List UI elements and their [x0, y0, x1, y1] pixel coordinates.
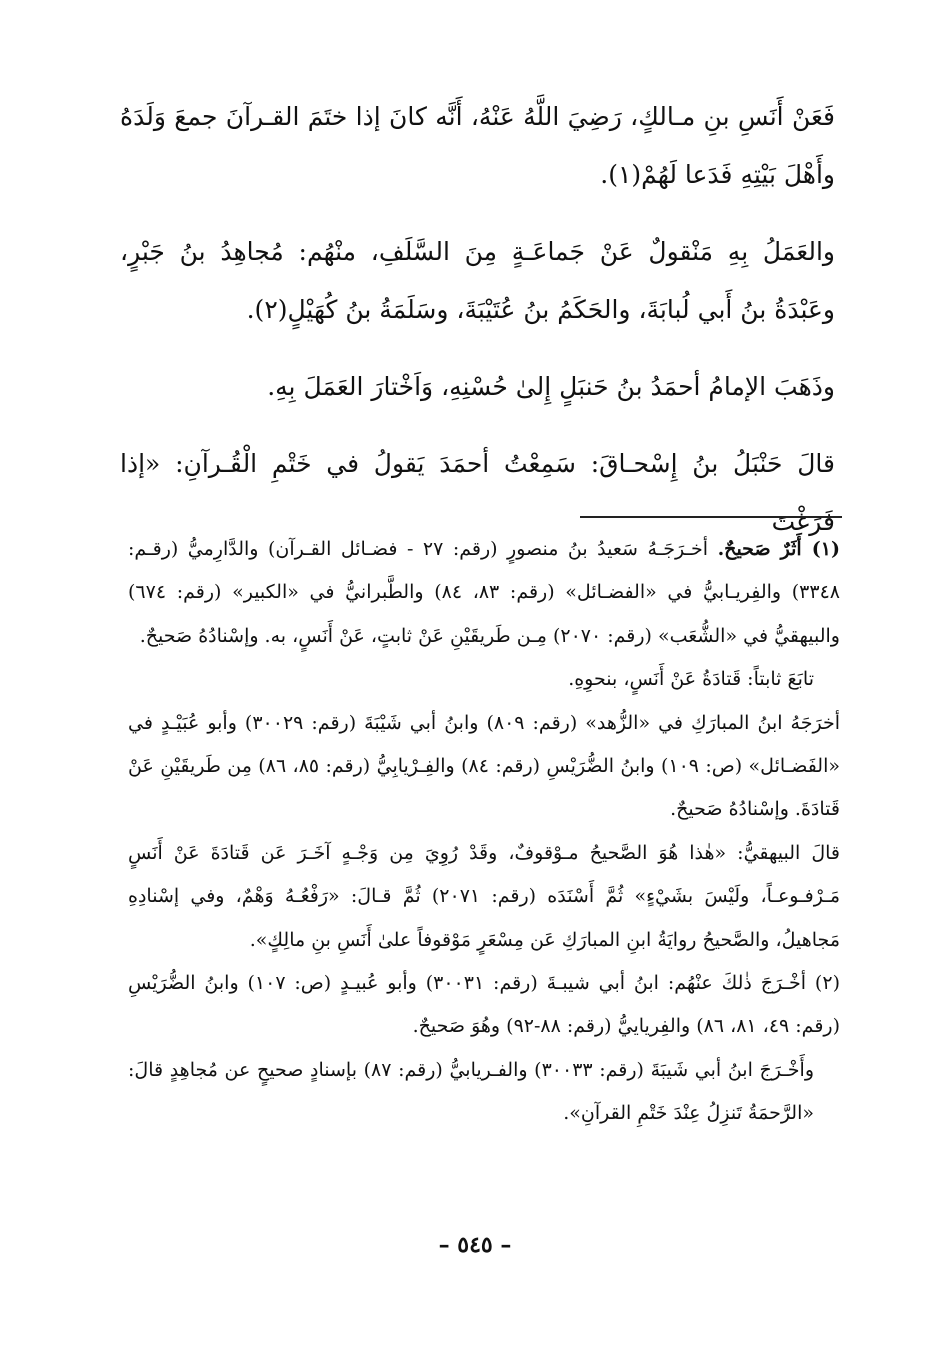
footnote-1-intro — [128, 528, 840, 658]
footnotes — [128, 528, 840, 1136]
paragraph-imam-ahmad: وذَهَبَ الإمامُ أحمَدُ بنُ حَنبَلٍ إِلىٰ حُسْنِهِ، وَاَخْتارَ العَمَلَ بِهِ. — [267, 372, 835, 401]
footnote-1-follow-up: تابَعَ ثابتاً: قَتادَةُ عَنْ أَنَسٍ، بنحوِهِ. — [568, 668, 814, 691]
footnote-1-qatada-chain: أخرَجَهُ ابنُ المبارَكِ في «الزُّهد» (رقم: ٨٠٩) وابنُ أبي شَيْبَةَ (رقم: ٣٠٠٢٩) وأبو عُبَيْـدٍ في «الفَضـائل» (ص: ١٠٩) وابنُ الضُّرَيْسِ (رقم: ٨٤) والفِـرْيابِيُّ (رقم: ٨٥، ٨٦) مِن طَريقَيْنِ عَنْ قَتادَةَ. وإسْنادُهُ صَحيحٌ. — [128, 711, 840, 821]
paragraph-hanbal-quote: قالَ حَنْبَلُ بنُ إِسْحـاقَ: سَمِعْتُ أحمَدَ يَقولُ في خَتْمِ الْقُـرآنِ: «إذا فَرَغْتَ — [120, 449, 835, 536]
footnote-1-label: (١) أَثَرٌ صَحيحٌ. — [717, 538, 840, 560]
main-text — [120, 88, 835, 576]
footnote-2: (٢) أخْـرَجَ ذٰلكَ عنْهُم: ابنُ أبي شيبـةَ (رقم: ٣٠٠٣١) وأبو عُبيـدٍ (ص: ١٠٧) وابنُ الضُّرَيْسِ (رقم: ٤٩، ٨١، ٨٦) والفِرياييُّ (رقم: ٨٨-٩٢) وهُوَ صَحيحٌ. — [128, 972, 840, 1038]
paragraph-anas-khatm: فَعَنْ أَنَسِ بنِ مـالكٍ، رَضِيَ اللَّهُ عَنْهُ، أَنَّه كانَ إذا ختَمَ القـرآنَ جمعَ وَلَدَهُ وأَهْلَ بَيْتِهِ فَدَعا لَهُمْ(١). — [120, 102, 835, 189]
footnote-1-bayhaqi: قالَ البيهقيُّ: «هٰذا هُوَ الصَّحيحُ مـوْقوفٌ، وقَدْ رُوِيَ مِن وَجْـهٍ آخَـرَ عَن قَتادَةَ عَنْ أَنَسٍ مَـرْفـوعـاً، ولَيْسَ بشَيْءٍ» ثُمَّ أَسْنَدَه (رقم: ٢٠٧١) ثُمَّ قـالَ: «رَفْعُـهُ وَهْمٌ، وفي إسْنادِهِ مَجاهيلُ، والصَّحيحُ روايَةُ ابنِ المبارَكِ عَن مِسْعَرٍ مَوْقوفاً علىٰ أَنَسِ بنِ مالِكٍ». — [128, 841, 840, 951]
paragraph-salaf-practice: والعَمَلُ بِهِ مَنْقولٌ عَنْ جَماعَـةٍ مِنَ السَّلَفِ، منْهُم: مُجاهِدُ بنُ جَبْرٍ، وعَبْدَةُ بنُ أَبي لُبابَةَ، والحَكَمُ بنُ عُتَيْبَةَ، وسَلَمَةُ بنُ كُهَيْلٍ(٢). — [120, 237, 835, 324]
footnote-1-sources: أخـرَجَـهُ سَعيدُ بنُ منصورٍ (رقم: ٢٧ - فضـائل القـرآن) والدَّارِميُّ (رقـم: ٣٣٤٨) والفِريـابيُّ في «الفضـائل» (رقم: ٨٣، ٨٤) والطَّبرانيُّ في «الكبير» (رقم: ٦٧٤) والبيهقيُّ في «الشُّعَب» (رقم: ٢٠٧٠) مِـن طَريقَيْنِ عَنْ ثابتٍ، عَنْ أَنَسٍ، به. وإسْنادُهُ صَحيحٌ. — [128, 538, 840, 647]
footnote-separator — [580, 516, 842, 518]
footnote-2-mujahid: وأَخْـرَجَ ابنُ أبي شَيبَةَ (رقم: ٣٠٠٣٣) والفـريابيُّ (رقم: ٨٧) بإسنادٍ صحيحٍ عن مُجاهِدٍ قالَ: «الرَّحمَةُ تَنزِلُ عِنْدَ خَتْمِ القرآنِ». — [128, 1058, 815, 1125]
page-number: – ٥٤٥ – — [438, 1232, 512, 1258]
